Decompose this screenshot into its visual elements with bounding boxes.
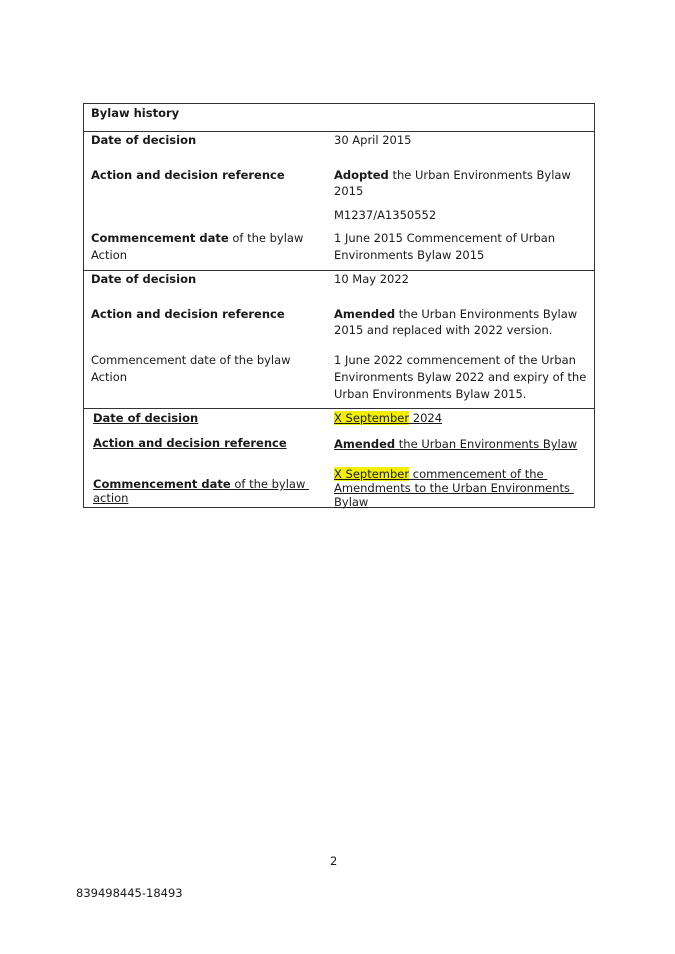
- action-value-line1: Adopted the Urban Environments Bylaw: [334, 168, 571, 182]
- date-of-decision-label: Date of decision: [91, 133, 197, 147]
- commencement-value-line1: 1 June 2015 Commencement of Urban: [334, 231, 556, 245]
- commencement-value-line2: Environments Bylaw 2022 and expiry of the: [334, 370, 587, 384]
- highlight-placeholder: X September: [334, 411, 410, 425]
- date-of-decision-label: Date of decision: [91, 272, 197, 286]
- action-value-line1: Amended the Urban Environments Bylaw: [334, 307, 578, 321]
- action-reference-label: Action and decision reference: [93, 436, 287, 450]
- commencement-label-line1: Commencement date of the bylaw: [91, 231, 304, 245]
- commencement-value-line1: X September commencement of the: [334, 467, 548, 481]
- highlight-placeholder: X September: [334, 467, 410, 481]
- date-of-decision-label: Date of decision: [93, 411, 199, 425]
- commencement-label-line1: Commencement date of the bylaw: [93, 477, 310, 491]
- commencement-value-line2: Amendments to the Urban Environments: [334, 481, 574, 495]
- action-value-line2: 2015: [334, 184, 364, 198]
- commencement-label-line2: Action: [91, 248, 128, 262]
- row-divider: [84, 408, 594, 409]
- action-value-line1: Amended the Urban Environments Bylaw: [334, 437, 578, 451]
- commencement-value-line1: 1 June 2022 commencement of the Urban: [334, 353, 576, 367]
- page-number: 2: [330, 854, 338, 868]
- action-reference-label: Action and decision reference: [91, 168, 285, 182]
- commencement-label-line2: Action: [91, 370, 128, 384]
- bylaw-history-table: [83, 103, 595, 508]
- table-title: Bylaw history: [91, 106, 180, 120]
- action-verb: Adopted: [334, 168, 389, 182]
- action-value-line2: 2015 and replaced with 2022 version.: [334, 323, 553, 337]
- action-reference-label: Action and decision reference: [91, 307, 285, 321]
- date-of-decision-value: X September 2024: [334, 411, 443, 425]
- document-id: 839498445-18493: [76, 886, 183, 900]
- decision-reference-number: M1237/A1350552: [334, 208, 437, 222]
- date-of-decision-value: 30 April 2015: [334, 133, 412, 147]
- commencement-value-line2: Environments Bylaw 2015: [334, 248, 485, 262]
- commencement-label-line1: Commencement date of the bylaw: [91, 353, 291, 367]
- commencement-label-line2: action: [93, 491, 129, 505]
- action-verb: Amended: [334, 437, 396, 451]
- commencement-value-line3: Urban Environments Bylaw 2015.: [334, 387, 527, 401]
- commencement-value-line3: Bylaw: [334, 495, 369, 509]
- date-of-decision-value: 10 May 2022: [334, 272, 409, 286]
- action-verb: Amended: [334, 307, 396, 321]
